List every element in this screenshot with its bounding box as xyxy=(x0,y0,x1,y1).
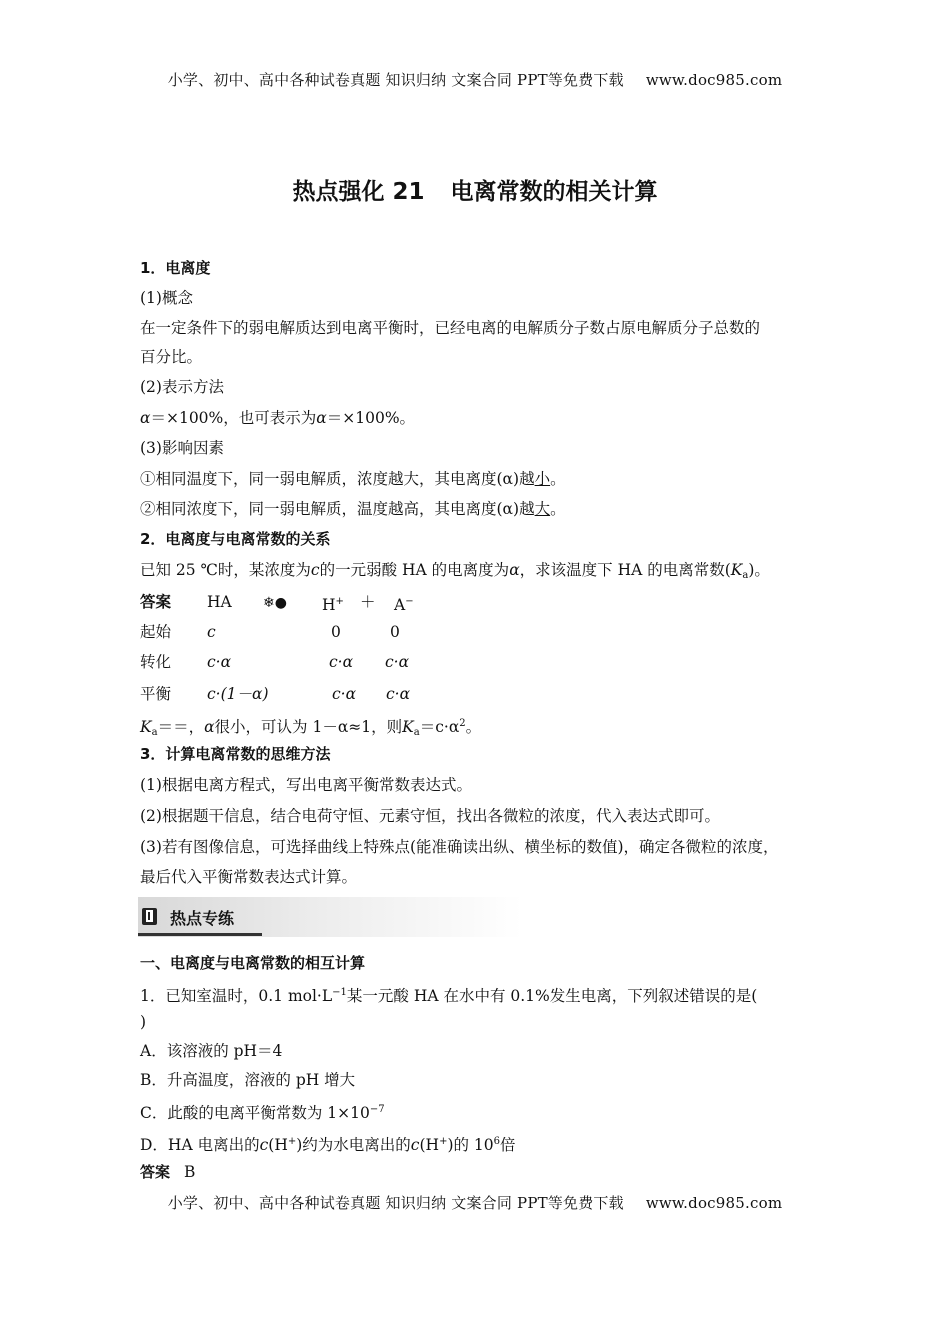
eq-h: H xyxy=(322,596,336,614)
section3-heading: 3．计算电离常数的思维方法 xyxy=(140,745,331,763)
opt-d-c: )约为水电离出的 xyxy=(296,1136,411,1154)
s3-method-2: (2)根据题干信息，结合电荷守恒、元素守恒，找出各微粒的浓度，代入表达式即可。 xyxy=(140,807,720,825)
row-equilibrium-c2: c·α xyxy=(332,685,357,703)
answer-1 xyxy=(140,1162,195,1182)
number-one-icon xyxy=(142,908,157,925)
s1-method-formula xyxy=(140,408,415,428)
row-change-label: 转化 xyxy=(140,653,172,671)
q-text-a: 已知 25 ℃时，某浓度为 xyxy=(140,561,311,579)
row-initial-label: 起始 xyxy=(140,623,172,641)
ka-text-1: ＝＝， xyxy=(157,718,205,736)
banner-underline xyxy=(138,933,262,936)
footer-text: 小学、初中、高中各种试卷真题 知识归纳 文案合同 PPT等免费下载 xyxy=(167,1194,624,1212)
var-k: K xyxy=(730,561,743,579)
ka-end: 。 xyxy=(465,718,482,736)
opt-d-c2: c xyxy=(410,1136,420,1154)
opt-d-a: D．HA 电离出的 xyxy=(140,1136,260,1154)
equilibrium-arrow-icon: ❄● xyxy=(263,595,287,611)
factor-2-text: ②相同浓度下，同一弱电解质，温度越高，其电离度(α)越 xyxy=(140,500,535,518)
factor-1-answer: 小 xyxy=(534,470,551,488)
opt-d-sup2: + xyxy=(439,1136,448,1147)
eq-a-ion xyxy=(394,592,414,615)
page-footer xyxy=(0,1192,950,1213)
row-initial-c3: 0 xyxy=(390,623,400,641)
s3-method-3-line2: 最后代入平衡常数表达式计算。 xyxy=(140,868,358,886)
formula-text-2: ＝×100%。 xyxy=(326,409,416,427)
eq-h-sup: + xyxy=(335,596,344,607)
row-change-c3: c·α xyxy=(385,653,410,671)
option-d xyxy=(140,1132,516,1155)
s3-method-1: (1)根据电离方程式，写出电离平衡常数表达式。 xyxy=(140,776,472,794)
footer-url[interactable]: www.doc985.com xyxy=(645,1194,783,1212)
s1-concept-label: (1)概念 xyxy=(140,289,193,307)
q-text-d: ，求该温度下 HA 的电离常数( xyxy=(519,561,731,579)
s1-factors-label: (3)影响因素 xyxy=(140,439,224,457)
answer-1-value: B xyxy=(184,1163,196,1181)
ka-text-2: 很小，可认为 1－α≈1，则 xyxy=(214,718,403,736)
question-1-close: ) xyxy=(140,1013,147,1031)
ka-sub2: a xyxy=(413,727,420,738)
opt-d-sup1: + xyxy=(287,1136,297,1147)
q-text-b: 的一元弱酸 HA 的电离度为 xyxy=(319,561,510,579)
option-a: A．该溶液的 pH＝4 xyxy=(140,1042,283,1060)
ka-text-3: ＝c·α xyxy=(419,718,460,736)
eq-plus: ＋ xyxy=(360,593,376,611)
ka-sup: 2 xyxy=(459,718,466,729)
ka-derivation xyxy=(140,714,481,743)
ka-k2: K xyxy=(402,718,414,736)
ka-sub: a xyxy=(151,727,158,738)
row-equilibrium-label: 平衡 xyxy=(140,685,172,703)
section2-heading: 2．电离度与电离常数的关系 xyxy=(140,530,331,548)
header-text: 小学、初中、高中各种试卷真题 知识归纳 文案合同 PPT等免费下载 xyxy=(167,71,624,89)
opt-d-b: (H xyxy=(268,1136,288,1154)
practice-heading: 一、电离度与电离常数的相互计算 xyxy=(140,954,366,972)
factor-1-end: 。 xyxy=(550,470,566,488)
opt-d-sup3: 6 xyxy=(493,1136,501,1147)
q1-sup: −1 xyxy=(332,987,347,998)
formula-text-1: ＝×100%，也可表示为 xyxy=(150,409,317,427)
opt-d-e: )的 10 xyxy=(447,1136,494,1154)
answer-1-label: 答案 xyxy=(140,1163,171,1181)
row-equilibrium-c1: c·(1－α) xyxy=(207,685,269,703)
page-header xyxy=(0,69,950,90)
opt-d-d: (H xyxy=(419,1136,440,1154)
banner-title: 热点专练 xyxy=(170,909,235,928)
s1-concept-line1: 在一定条件下的弱电解质达到电离平衡时，已经电离的电解质分子数占原电解质分子总数的 xyxy=(140,319,761,337)
opt-c-text: C．此酸的电离平衡常数为 1×10 xyxy=(140,1104,370,1122)
eq-h-ion xyxy=(322,592,344,615)
s1-method-label: (2)表示方法 xyxy=(140,378,224,396)
s1-factor-1 xyxy=(140,469,566,489)
ka-k: K xyxy=(140,718,152,736)
q1-text-a: 1．已知室温时，0.1 mol·L xyxy=(140,987,333,1005)
opt-c-sup: −7 xyxy=(369,1104,385,1115)
s2-question xyxy=(140,560,770,586)
question-1-stem xyxy=(140,983,757,1006)
opt-d-f: 倍 xyxy=(500,1136,516,1154)
ka-alpha: α xyxy=(204,718,215,736)
s1-concept-line2: 百分比。 xyxy=(140,348,203,366)
s3-method-3-line1: (3)若有图像信息，可选择曲线上特殊点(能准确读出纵、横坐标的数值)，确定各微粒的浓度， xyxy=(140,838,779,856)
row-equilibrium-c3: c·α xyxy=(386,685,411,703)
option-c xyxy=(140,1100,385,1123)
q1-text-b: 某一元酸 HA 在水中有 0.1%发生电离，下列叙述错误的是( xyxy=(346,987,758,1005)
eq-a-sup: − xyxy=(405,596,414,607)
option-b: B．升高温度，溶液的 pH 增大 xyxy=(140,1071,356,1089)
title-part1: 热点强化 21 xyxy=(292,179,425,205)
section1-heading: 1．电离度 xyxy=(140,259,211,277)
alpha-symbol: α xyxy=(316,409,327,427)
factor-2-end: 。 xyxy=(550,500,566,518)
var-c: c xyxy=(310,561,320,579)
row-change-c1: c·α xyxy=(207,653,232,671)
alpha-symbol: α xyxy=(140,409,151,427)
row-initial-c2: 0 xyxy=(331,623,341,641)
row-initial-c1: c xyxy=(207,623,216,641)
eq-a: A xyxy=(394,596,406,614)
var-k-sub: a xyxy=(742,570,749,581)
factor-1-text: ①相同温度下，同一弱电解质，浓度越大，其电离度(α)越 xyxy=(140,470,535,488)
q-text-e: )。 xyxy=(748,561,770,579)
var-alpha: α xyxy=(509,561,520,579)
page-title xyxy=(0,173,950,206)
answer-label: 答案 xyxy=(140,593,172,611)
eq-ha: HA xyxy=(207,593,232,611)
s1-factor-2 xyxy=(140,499,566,519)
factor-2-answer: 大 xyxy=(534,500,551,518)
header-url[interactable]: www.doc985.com xyxy=(645,71,783,89)
title-part2: 电离常数的相关计算 xyxy=(450,179,658,205)
row-change-c2: c·α xyxy=(329,653,354,671)
opt-d-c1: c xyxy=(259,1136,269,1154)
